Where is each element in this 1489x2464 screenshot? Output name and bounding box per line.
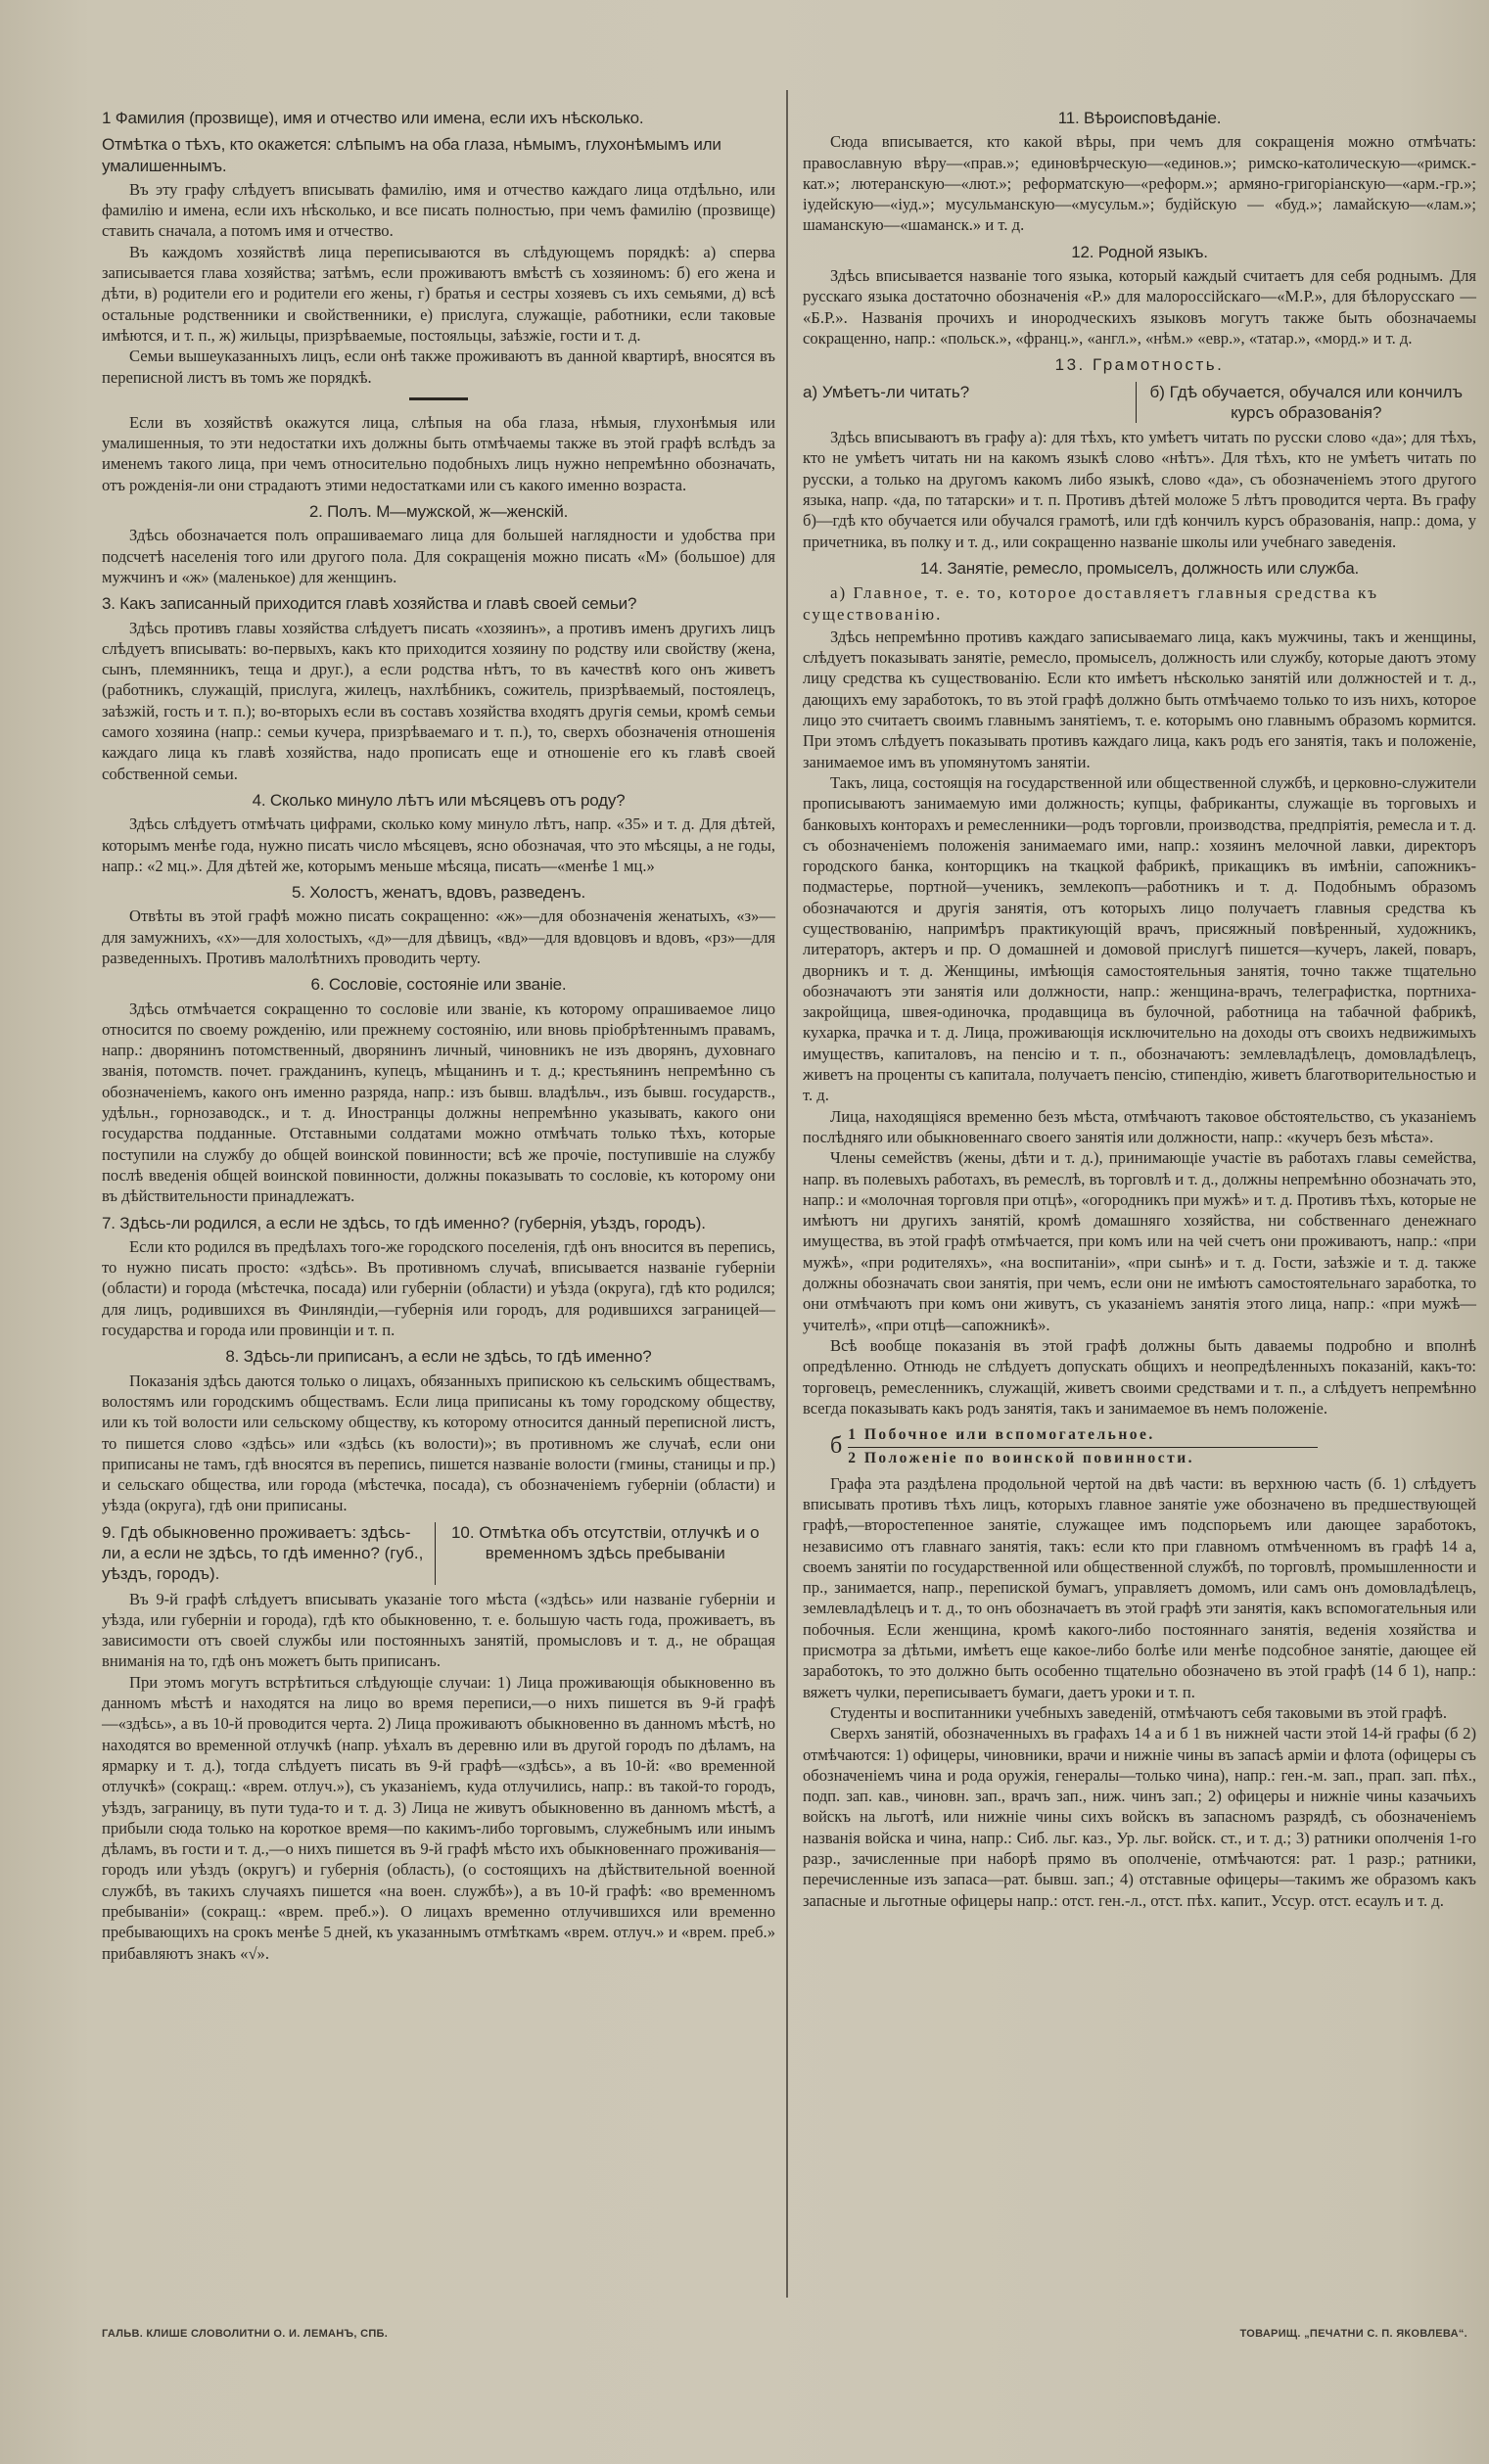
paragraph: Сюда вписывается, кто какой вѣры, при чемъ для сокращенія можно отмѣчать: православную вѣру—«прав.»; единовѣрческую—«единов.»; римско-католическую—«римск.-кат.»; лютеранскую—«лют.»; реформатскую—«реформ.»; армяно-григоріанскую—«арм.-гр.»; іудейскую—«іуд.»; мусульманскую—«мусульм.»; будійскую — «буд.»; ламайскую—«лам.»; шаманскую—«шаманск.» и т. д. [803, 132, 1476, 235]
section-heading: 13. Грамотность. [1054, 355, 1225, 375]
split-heading-left: а) Умѣетъ-ли читать? [803, 382, 1137, 424]
fraction-heading [803, 1424, 1476, 1469]
split-heading [803, 382, 1476, 424]
paragraph: Въ эту графу слѣдуетъ вписывать фамилію, имя и отчество каждаго лица отдѣльно, или фамилію и имена, если ихъ нѣсколько, и все писать полностью, при чемъ фамилію (прозвище) ставить сначала, а потомъ имя и отчество. [102, 179, 775, 241]
paragraph: Лица, находящіяся временно безъ мѣста, отмѣчаютъ таковое обстоятельство, съ указаніемъ послѣдняго или обыкновеннаго своего занятія или должности, напр.: «кучеръ безъ мѣста». [803, 1106, 1476, 1146]
paragraph: Если кто родился въ предѣлахъ того-же городского поселенія, гдѣ онъ вносится въ перепись, то нужно писать просто: «здѣсь». Въ противномъ случаѣ, вписывается названіе губерніи (области) и города (мѣстечка, посада) или губерніи (области) и уѣзда (округа), гдѣ кто родился; для лицъ, родившихся въ Финляндіи,—губернія или городъ, для родившихся заграницей—государства и города или провинціи и т. п. [102, 1236, 775, 1340]
paragraph: Такъ, лица, состоящія на государственной или общественной службѣ, и церковно-служители прописываютъ занимаемую ими должность; купцы, фабриканты, служащіе въ торговыхъ и банковыхъ конторахъ и ремесленники—родъ торговли, производства, предпріятія, ремесла и т. д. съ обозначеніемъ положенія занимаемаго ими, напр.: хозяинъ мелочной лавки, директоръ городского банка, конторщикъ на ткацкой фабрикѣ, прикащикъ въ имѣніи, сапожникъ-подмастерье, портной—ученикъ, землекопъ—работникъ и т. д. Подобнымъ образомъ обозначаются и другія занятія, отъ которыхъ лицо получаетъ главныя средства къ существованію, напримѣръ практикующій врачъ, присяжный повѣренный, художникъ, литераторъ, актеръ и пр. О домашней и домовой прислугѣ пишется—кучеръ, лакей, поваръ, дворникъ и т. д. Женщины, имѣющія самостоятельныя занятія, точно также тщательно обозначаютъ эти занятія или должности, напр.: женщина-врачъ, телеграфистка, портниха-закройщица, швея-одиночка, продавщица въ булочной, работница на табачной фабрикѣ, кухарка, прачка и т. д. Лица, проживающія исключительно на доходы отъ своихъ недвижимыхъ имуществъ, капиталовъ, на пенсію и т. п., обозначаютъ: землевладѣлецъ, домовладѣлецъ, живетъ на проценты съ капитала, получаетъ пенсію, стипендію, живетъ благотворительностью и т. д. [803, 772, 1476, 1105]
section-heading: 4. Сколько минуло лѣтъ или мѣсяцевъ отъ роду? [252, 790, 626, 810]
section-heading: 7. Здѣсь-ли родился, а если не здѣсь, то гдѣ именно? (губернія, уѣздъ, городъ). [102, 1213, 706, 1232]
paragraph: Показанія здѣсь даются только о лицахъ, обязанныхъ припискою къ сельскимъ обществамъ, волостямъ или городскимъ обществамъ. Если лица приписаны къ тому городскому обществу, или къ той волости или сельскому обществу, къ которому относится данный переписной листъ, то пишется слово «здѣсь» или «здѣсь (къ волости)»; въ противномъ же случаѣ, если они приписаны не тамъ, гдѣ вносятся въ перепись, пишется названіе волости (гмины, станицы и пр.) и сельскаго общества, или города (мѣстечка, посада), съ обозначеніемъ губерніи (области) и уѣзда (округа), гдѣ они приписаны. [102, 1371, 775, 1515]
paragraph: Въ 9-й графѣ слѣдуетъ вписывать указаніе того мѣста («здѣсь» или названіе губерніи и уѣзда, или губерніи и города), гдѣ кто обыкновенно, т. е. большую часть года, проживаетъ, въ зависимости отъ своей службы или постоянныхъ занятій, промысловъ и т. д., не обращая вниманія на то, гдѣ онъ можетъ быть приписанъ. [102, 1589, 775, 1671]
paragraph: Семьи вышеуказанныхъ лицъ, если онѣ также проживаютъ въ данной квартирѣ, вносятся въ переписной листъ въ томъ же порядкѣ. [102, 347, 775, 387]
section-heading: 5. Холостъ, женатъ, вдовъ, разведенъ. [291, 883, 586, 903]
section-heading: 8. Здѣсь-ли приписанъ, а если не здѣсь, то гдѣ именно? [225, 1347, 652, 1367]
paragraph: Здѣсь слѣдуетъ отмѣчать цифрами, сколько кому минуло лѣтъ, напр. «35» и т. д. Для дѣтей, которымъ менѣе года, нужно писать число мѣсяцевъ, ясно обозначая, что это мѣсяцы, а не годы, напр.: «2 мц.». Для дѣтей же, которымъ меньше мѣсяца, писать—«менѣе 1 мц.» [102, 814, 775, 875]
section-heading: 14. Занятіе, ремесло, промыселъ, должность или служба. [919, 558, 1360, 578]
section-heading: 3. Какъ записанный приходится главѣ хозяйства и главѣ своей семьи? [102, 594, 637, 614]
left-column [102, 102, 775, 1964]
split-heading [102, 1522, 775, 1585]
paragraph: Въ каждомъ хозяйствѣ лица переписываются въ слѣдующемъ порядкѣ: а) сперва записывается глава хозяйства; затѣмъ, если проживаютъ вмѣстѣ съ хозяиномъ: б) его жена и дѣти, в) родители его и родители его жены, г) братья и сестры хозяевъ съ ихъ семьями, д) всѣ остальные родственники и свойственники, е) прислуга, служащіе, работники, если таковые имѣются, и т. п., ж) жильцы, призрѣваемые, постояльцы, заѣзжіе, гости и т. д. [102, 242, 775, 345]
footer-left-imprint: ГАЛЬВ. КЛИШЕ СЛОВОЛИТНИ О. И. ЛЕМАНЪ, СПБ. [102, 2328, 389, 2340]
subsection-heading: а) Главное, т. е. то, которое доставляетъ главныя средства къ существованію. [803, 583, 1379, 624]
fraction-label: б [830, 1433, 843, 1460]
section-heading: 6. Сословіе, состояніе или званіе. [310, 975, 567, 995]
column-divider [786, 90, 788, 2298]
paragraph: При этомъ могутъ встрѣтиться слѣдующіе случаи: 1) Лица проживающія обыкновенно въ данномъ мѣстѣ и находятся на лицо во время переписи,—о нихъ пишется въ 9-й графѣ—«здѣсь», а въ 10-й проводится черта. 2) Лица проживаютъ обыкновенно въ данномъ мѣстѣ, но находятся во временной отлучкѣ (напр. уѣхалъ въ деревню или въ другой городъ по дѣламъ, на ярмарку и т. д.), тогда слѣдуетъ писать въ 9-й графѣ—«здѣсь», а въ 10-й: «во временной отлучкѣ» (сокращ.: «врем. отлуч.»), съ указаніемъ, куда отлучились, напр.: въ такой-то городъ, уѣздъ, заграницу, въ пути туда-то и т. д. 3) Лица не живутъ обыкновенно въ данномъ мѣстѣ, а прибыли сюда только на короткое время—по какимъ-либо торговымъ, служебнымъ или инымъ дѣламъ, въ гости и т. д.,—о нихъ пишется въ 9-й графѣ мѣсто ихъ обыкновеннаго проживанія—городъ или уѣздъ (округъ) и губернія (область), (о состоящихъ на дѣйствительной военной службѣ, въ такихъ случаяхъ пишется «на воен. службѣ»), а въ 10-й графѣ: «во временномъ пребываніи» (сокращ.: «врем. преб.»). О лицахъ временно отлучившихся или временно пребывающихъ на срокъ менѣе 5 дней, къ указаннымъ отмѣткамъ «врем. отлуч.» и «врем. преб.» прибавляютъ знакъ «√». [102, 1672, 775, 1963]
fraction-lines [848, 1424, 1318, 1469]
paragraph: Члены семействъ (жены, дѣти и т. д.), принимающіе участіе въ работахъ главы семейства, напр. въ полевыхъ работахъ, въ ремеслѣ, въ торговлѣ и т. д., должны непремѣнно обозначать это, напр.: и «молочная торговля при отцѣ», «огородникъ при мужѣ» и т. д. Противъ тѣхъ, которые не имѣютъ ни другихъ занятій, кромѣ домашняго хозяйства, ни собственнаго денежнаго имущества, въ этой графѣ отмѣчается, при комъ или на чей счетъ они проживаютъ, напр.: «при мужѣ», «при родителяхъ», «на воспитаніи», «при сынѣ» и т. д. Гости, заѣзжіе и т. д. также должны обозначать свои занятія, при чемъ, если они не имѣютъ самостоятельнаго заработка, то они отмѣчаютъ при комъ они живутъ, съ указаніемъ занятія этого лица, напр.: «при мужѣ—учителѣ», «при отцѣ—сапожникѣ». [803, 1148, 1476, 1334]
paragraph: Графа эта раздѣлена продольной чертой на двѣ части: въ верхнюю часть (б. 1) слѣдуетъ вписывать противъ тѣхъ лицъ, которыхъ главное занятіе уже обозначено въ предшествующей графѣ,—второстепенное занятіе, служащее имъ подспорьемъ или дающее заработокъ, независимо отъ главнаго занятія, такъ: если кто при главномъ отмѣченномъ въ графѣ 14 а, своемъ занятіи по государственной или общественной службѣ, по торговлѣ, промышленности и пр., занимается, напр., перепиской бумагъ, управляетъ домомъ, или самъ онъ домовладѣлецъ, землевладѣлецъ и т. д., то онъ обозначаетъ въ этой графѣ эти занятія, какъ вспомогательныя или побочныя. Если женщина, кромѣ какого-либо постояннаго занятія, веденія хозяйства и присмотра за дѣтьми, имѣетъ еще какое-либо болѣе или менѣе подсобное занятіе, дающее ей заработокъ, то это должно быть особенно тщательно обозначено въ этой графѣ (14 б 1), напр.: вяжетъ чулки, переписываетъ бумаги, даетъ уроки и т. п. [803, 1473, 1476, 1701]
section-heading: 11. Вѣроисповѣданіе. [1057, 109, 1222, 127]
split-heading-right: 10. Отмѣтка объ отсутствіи, отлучкѣ и о временномъ здѣсь пребываніи [450, 1522, 760, 1562]
footer-right-imprint: ТОВАРИЩ. „ПЕЧАТНИ С. П. ЯКОВЛЕВА“. [1239, 2328, 1467, 2340]
fraction-top: 1 Побочное или вспомогательное. [848, 1424, 1318, 1448]
paragraph: Отвѣты въ этой графѣ можно писать сокращенно: «ж»—для обозначенія женатыхъ, «з»—для замужнихъ, «х»—для холостыхъ, «д»—для дѣвицъ, «вд»—для вдовцовъ и вдовъ, «рз»—для разведенныхъ. Противъ малолѣтнихъ проводить черту. [102, 907, 775, 967]
separator-rule [409, 397, 468, 400]
right-column [803, 102, 1476, 1911]
section-heading: 2. Полъ. М—мужской, ж—женскій. [308, 502, 569, 522]
paragraph: Здѣсь отмѣчается сокращенно то сословіе или званіе, къ которому опрашиваемое лицо относится по своему рожденію, или прежнему состоянію, или вновь пріобрѣтеннымъ правамъ, напр.: дворянинъ потомственный, дворянинъ личный, чиновникъ не изъ дворянъ, духовнаго званія, потомств. почет. гражданинъ, купецъ, мѣщанинъ и т. д.; крестьянинъ непремѣнно съ обозначеніемъ, какого онъ именно разряда, напр.: изъ бывш. владѣльч., изъ бывш. государств., удѣльн., горнозаводск., и т. д. Иностранцы должны непремѣнно указывать, какого они государства подданные. Отставными солдатами можно отмѣчать только тѣхъ, которые поступили на службу до общей воинской повинности; всѣ же прочіе, поступившіе на службу послѣ введенія общей воинской повинности, должны показывать то сословіе, къ которому они въ дѣйствительности принадлежатъ. [102, 999, 775, 1206]
fraction-bottom: 2 Положеніе по воинской повинности. [848, 1450, 1195, 1467]
paragraph: Здѣсь вписываютъ въ графу а): для тѣхъ, кто умѣетъ читать по русски слово «да»; для тѣхъ, кто не умѣетъ читать ни на какомъ языкѣ слово «нѣтъ». Для тѣхъ, кто не умѣетъ читать по русски, а только на другомъ какомъ либо языкѣ, слово «да», съ обозначеніемъ этого другого языка, напр. «да, по татарски» и т. п. Противъ дѣтей моложе 5 лѣтъ проводится черта. Въ графу б)—гдѣ кто обучается или обучался грамотѣ, или гдѣ кончилъ курсъ образованія, напр.: дома, у причетника, въ полку и т. д., или сокращенно названіе школы или учебнаго заведенія. [803, 428, 1476, 551]
paragraph: Всѣ вообще показанія въ этой графѣ должны быть даваемы подробно и вполнѣ опредѣленно. Отнюдь не слѣдуетъ допускать общихъ и неопредѣленныхъ показаній, какъ-то: торговецъ, ремесленникъ, служащій, живетъ своими средствами и т. п., а слѣдуетъ непремѣнно всегда показывать какъ родъ занятія, такъ и занимаемое въ немъ положеніе. [803, 1335, 1476, 1418]
split-heading-right: б) Гдѣ обучается, обучался или кончилъ курсъ образованія? [1149, 382, 1463, 422]
paragraph: Студенты и воспитанники учебныхъ заведеній, отмѣчаютъ себя таковыми въ этой графѣ. [830, 1702, 1447, 1722]
paragraph: Если въ хозяйствѣ окажутся лица, слѣпыя на оба глаза, нѣмыя, глухонѣмыя или умалишенныя, то эти недостатки ихъ должны быть отмѣчаемы также въ этой графѣ вслѣдъ за именемъ такого лица, при чемъ относительно подобныхъ лицъ нужно непремѣнно обозначать, отъ рожденія-ли они страдаютъ этими недостатками или съ какого именно возраста. [102, 412, 775, 494]
section-heading: 1 Фамилия (прозвище), имя и отчество или имена, если ихъ нѣсколько. [102, 109, 644, 127]
paragraph: Здѣсь непремѣнно противъ каждаго записываемаго лица, какъ мужчины, такъ и женщины, слѣдуетъ показывать занятіе, ремесло, промыселъ, должность или службу, которые даютъ этому лицу средства къ существованію. Если кто имѣетъ нѣсколько занятій или должностей и т. д., дающихъ ему заработокъ, то въ этой графѣ должно быть отмѣчаемо только то изъ нихъ, которое лицо это считаетъ своимъ главнымъ занятіемъ, т. е. которымъ оно главнымъ образомъ кормится. При этомъ слѣдуетъ показывать противъ каждаго лица, какъ родъ его занятія, такъ и положеніе, занимаемое имъ въ упомянутомъ занятіи. [803, 627, 1476, 771]
paragraph: Здѣсь обозначается полъ опрашиваемаго лица для большей наглядности и удобства при подсчетѣ населенія того или другого пола. Для сокращенія можно писать «М» (большое) для мужчинъ и «ж» (маленькое) для женщинъ. [102, 526, 775, 586]
paragraph: Сверхъ занятій, обозначенныхъ въ графахъ 14 а и б 1 въ нижней части этой 14-й графы (б 2) отмѣчаются: 1) офицеры, чиновники, врачи и нижніе чины въ запасѣ арміи и флота (офицеры съ обозначеніемъ чина и рода оружія, генералы—только чина), напр.: ген.-м. зап., прап. зап. пѣх., подп. зап. кав., чиновн. зап., врачъ зап., ниж. чинъ зап.; 2) офицеры и нижніе чины казачьихъ войскъ на льготѣ, или нижніе чины сихъ войскъ въ запасномъ разрядѣ, съ обозначеніемъ названія войска и чина, напр.: Сиб. льг. каз., Ур. льг. войск. ст., и т. д.; 3) ратники ополченія 1-го разр., зачисленные при наборѣ прямо въ ополченіе, отмѣчаются: рат. 1 разр.; ратники, перечисленные изъ запаса—рат. бывш. зап.; 4) отставные офицеры—такимъ же образомъ какъ запасные и льготные офицеры напр.: отст. ген.-л., отст. пѣх. капит., Уссур. отст. есаулъ и т. д. [803, 1724, 1476, 1910]
paragraph: Здѣсь вписывается названіе того языка, который каждый считаетъ для себя роднымъ. Для русскаго языка достаточно обозначенія «Р.» для малороссійскаго—«М.Р.», для бѣлорусскаго — «Б.Р.». Названія прочихъ и инородческихъ языковъ могутъ также быть обозначаемы сокращенно, напр.: «польск.», «франц.», «англ.», «нѣм.» «евр.», «татар.», «морд.» и т. д. [803, 266, 1476, 348]
section-heading: Отмѣтка о тѣхъ, кто окажется: слѣпымъ на оба глаза, нѣмымъ, глухонѣмымъ или умалишеннымъ. [102, 135, 721, 175]
split-heading-left: 9. Гдѣ обыкновенно проживаетъ: здѣсь-ли, а если не здѣсь, то гдѣ именно? (губ., уѣздъ, городъ). [102, 1522, 436, 1585]
section-heading: 12. Родной языкъ. [1071, 242, 1208, 261]
paragraph: Здѣсь противъ главы хозяйства слѣдуетъ писать «хозяинъ», а противъ именъ другихъ лицъ слѣдуетъ вписывать: во-первыхъ, какъ кто приходится хозяину по родству или свойству (жена, сынъ, племянникъ, теща и друг.), а если родства нѣтъ, то въ качествѣ кого онъ живетъ (работникъ, служащій, прислуга, жилецъ, нахлѣбникъ, сожитель, призрѣваемый, постоялецъ, заѣзжій, гость и т. п.); во-вторыхъ если въ составъ хозяйства входятъ другія семьи, кромѣ семьи самого хозяина (напр.: семьи кучера, призрѣваемаго и т. п.), то, сверхъ обозначенія отношенія каждаго лица къ главѣ хозяйства, надо прописать еще и отношеніе его къ главѣ своей собственной семьи. [102, 618, 775, 783]
